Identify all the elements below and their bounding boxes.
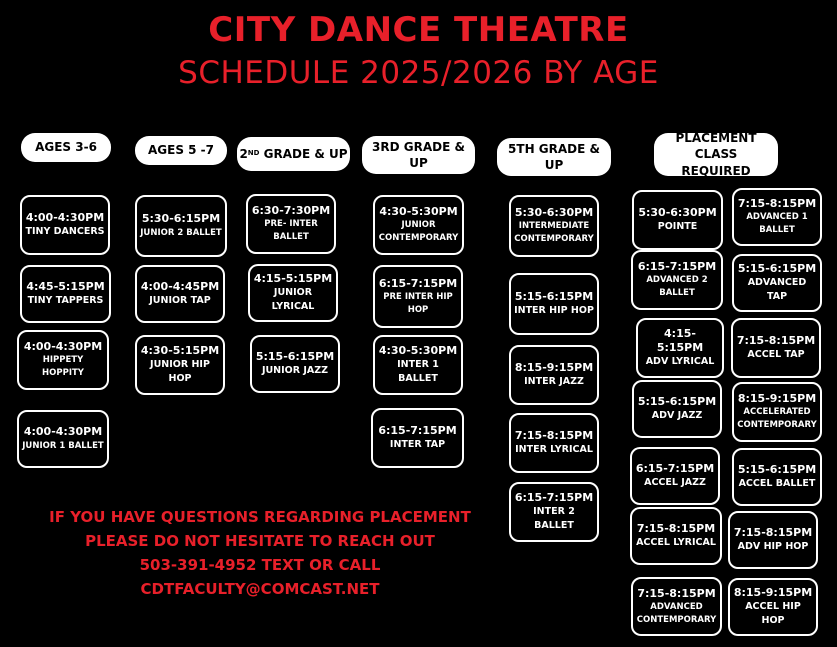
class-card: [630, 447, 720, 505]
class-time: 8:15-9:15PM: [737, 392, 817, 406]
class-card: [17, 330, 109, 390]
class-name: ADV LYRICAL: [645, 356, 715, 368]
class-name: INTERMEDIATE CONTEMPORARY: [514, 221, 594, 245]
class-time: 6:15-7:15PM: [635, 461, 715, 475]
class-name: JUNIOR 2 BALLET: [140, 227, 222, 238]
contact-line-1: IF YOU HAVE QUESTIONS REGARDING PLACEMENT: [49, 508, 471, 526]
class-time: 5:30-6:30PM: [638, 205, 717, 219]
class-name: JUNIOR 1 BALLET: [22, 440, 104, 451]
class-name: ADVANCED 1 BALLET: [746, 212, 808, 236]
class-name: ADVANCED TAP: [747, 276, 807, 303]
class-card: [373, 265, 463, 328]
class-time: 8:15-9:15PM: [514, 360, 594, 374]
class-name: PRE- INTER BALLET: [264, 219, 318, 243]
class-card: [509, 413, 599, 473]
schedule-subtitle: SCHEDULE 2025/2026 BY AGE: [178, 55, 659, 91]
class-card: [636, 318, 724, 378]
class-time: 4:15-5:15PM: [253, 271, 333, 285]
header-2nd-grade: [237, 137, 350, 171]
class-time: 6:15-7:15PM: [514, 490, 594, 504]
class-time: 5:30-6:15PM: [141, 212, 221, 226]
header-3rd-grade: 3RD GRADE & UP: [362, 136, 475, 174]
class-time: 7:15-8:15PM: [514, 428, 594, 442]
class-card: [509, 195, 599, 257]
class-card: [135, 265, 225, 323]
class-name: HIPPETY HOPPITY: [42, 355, 84, 379]
class-time: 4:15-5:15PM: [656, 326, 704, 354]
contact-email[interactable]: CDTFACULTY@COMCAST.NET: [140, 580, 380, 598]
class-time: 6:15-7:15PM: [637, 260, 717, 274]
class-name: JUNIOR TAP: [149, 295, 211, 307]
class-time: 7:15-8:15PM: [737, 197, 817, 211]
class-card: [732, 448, 822, 506]
class-card: [373, 335, 463, 395]
class-time: 4:30-5:30PM: [379, 205, 458, 219]
class-card: [509, 345, 599, 405]
class-name: POINTE: [657, 221, 698, 233]
class-card: [731, 318, 821, 378]
class-name: INTER 1 BALLET: [397, 358, 439, 385]
class-name: ACCELERATED CONTEMPORARY: [737, 407, 817, 431]
class-name: ACCEL BALLET: [738, 478, 816, 490]
class-card: [250, 335, 340, 393]
class-card: [728, 578, 818, 636]
class-time: 5:15-6:15PM: [737, 462, 817, 476]
class-name: INTER LYRICAL: [515, 444, 593, 456]
class-time: 5:15-6:15PM: [637, 394, 717, 408]
class-time: 7:15-8:15PM: [637, 586, 716, 600]
class-time: 4:00-4:30PM: [23, 340, 103, 354]
contact-phone[interactable]: 503-391-4952 TEXT OR CALL: [139, 556, 381, 574]
class-card: [373, 195, 464, 255]
class-name: INTER 2 BALLET: [533, 505, 575, 532]
class-card: [135, 195, 227, 257]
header-2nd-grade-suffix: ND: [247, 149, 260, 158]
class-time: 7:15-8:15PM: [636, 521, 716, 535]
class-name: JUNIOR HIP HOP: [150, 358, 210, 385]
class-time: 4:45-5:15PM: [26, 279, 105, 293]
class-time: 8:15-9:15PM: [733, 585, 813, 599]
class-time: 5:15-6:15PM: [514, 289, 594, 303]
class-card: [248, 264, 338, 322]
header-2nd-grade-text: GRADE & UP: [259, 146, 348, 161]
class-name: ACCEL LYRICAL: [636, 537, 716, 549]
class-card: [509, 482, 599, 542]
class-name: ADVANCED 2 BALLET: [646, 275, 708, 299]
class-name: JUNIOR CONTEMPORARY: [378, 220, 459, 244]
class-time: 4:00-4:30PM: [25, 210, 105, 224]
class-card: [20, 265, 111, 323]
class-time: 5:15-6:15PM: [737, 261, 817, 275]
class-time: 7:15-8:15PM: [733, 525, 813, 539]
class-time: 5:30-6:30PM: [514, 206, 594, 220]
header-ages-3-6: AGES 3-6: [21, 133, 111, 162]
contact-info: [30, 505, 490, 601]
header-ages-5-7: AGES 5 -7: [135, 136, 227, 165]
header-placement: PLACEMENT CLASS REQUIRED: [654, 133, 778, 176]
class-card: [728, 511, 818, 569]
class-name: JUNIOR JAZZ: [261, 365, 329, 377]
class-time: 7:15-8:15PM: [736, 333, 816, 347]
class-name: ACCEL HIP HOP: [745, 600, 801, 627]
class-card: [631, 577, 722, 636]
class-name: ADV HIP HOP: [737, 541, 809, 553]
class-card: [509, 273, 599, 335]
header-2nd-grade-number: 2: [239, 146, 248, 161]
class-time: 6:30-7:30PM: [251, 204, 331, 218]
class-card: [246, 194, 336, 254]
class-time: 6:15-7:15PM: [378, 423, 457, 437]
class-name: INTER JAZZ: [524, 376, 584, 388]
class-time: 5:15-6:15PM: [255, 349, 335, 363]
class-time: 4:00-4:45PM: [140, 279, 220, 293]
class-card: [732, 188, 822, 246]
class-time: 4:00-4:30PM: [23, 425, 103, 439]
class-time: 6:15-7:15PM: [378, 276, 458, 290]
class-name: ADVANCED CONTEMPORARY: [636, 601, 717, 625]
class-card: [632, 380, 722, 438]
class-name: INTER HIP HOP: [514, 305, 594, 317]
class-card: [732, 254, 822, 312]
class-name: ADV JAZZ: [651, 410, 703, 422]
class-card: [630, 507, 722, 565]
class-card: [20, 195, 110, 255]
class-name: TINY DANCERS: [25, 226, 105, 238]
contact-line-2: PLEASE DO NOT HESITATE TO REACH OUT: [85, 532, 435, 550]
class-card: [632, 190, 723, 250]
class-name: JUNIOR LYRICAL: [271, 286, 315, 313]
header-5th-grade: 5TH GRADE & UP: [497, 138, 611, 176]
class-card: [371, 408, 464, 468]
class-time: 4:30-5:15PM: [140, 343, 220, 357]
class-name: ACCEL JAZZ: [644, 477, 706, 489]
page-title: CITY DANCE THEATRE: [208, 10, 629, 50]
class-name: INTER TAP: [389, 439, 446, 451]
class-name: TINY TAPPERS: [27, 295, 104, 307]
class-name: ACCEL TAP: [747, 349, 805, 361]
class-name: PRE INTER HIP HOP: [383, 291, 453, 315]
class-time: 4:30-5:30PM: [378, 343, 458, 357]
class-card: [17, 410, 109, 468]
class-card: [732, 382, 822, 442]
class-card: [631, 250, 723, 310]
class-card: [135, 335, 225, 395]
